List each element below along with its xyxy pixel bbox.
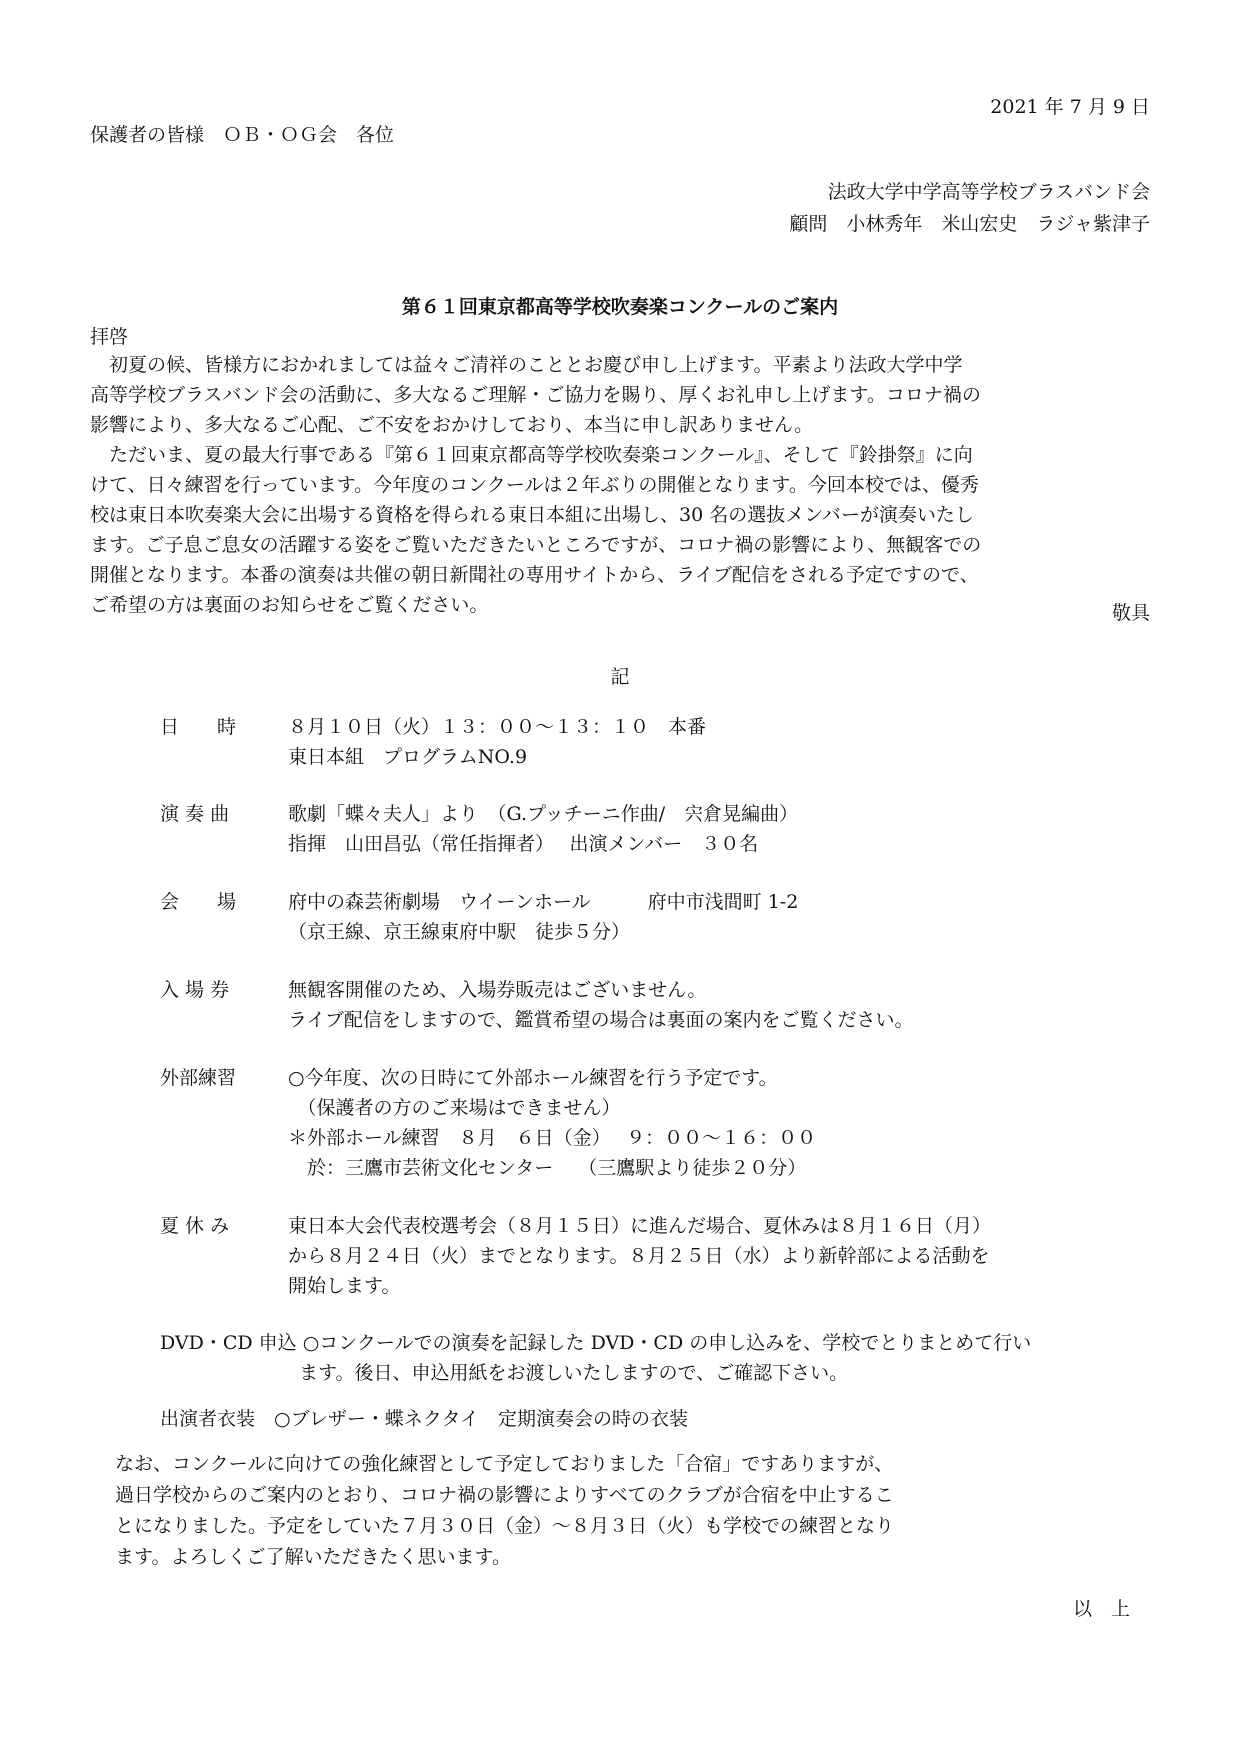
closing-line: なお、コンクールに向けての強化練習として予定しておりました「合宿」ですありますが、	[115, 1453, 894, 1475]
item-body	[288, 975, 1168, 1035]
closing-line: ます。よろしくご了解いただきたく思います。	[115, 1546, 511, 1568]
item-label: 外部練習	[160, 1067, 237, 1089]
item-line: DVD・CD 申込 ○コンクールでの演奏を記録した DVD・CD の申し込みを、学校でとりまとめて行い	[160, 1332, 1032, 1354]
item-label: 会 場	[160, 891, 237, 913]
item-line: ます。後日、申込用紙をお渡しいたしますので、ご確認下さい。	[160, 1362, 849, 1384]
body-line: 開催となります。本番の演奏は共催の朝日新聞社の専用サイトから、ライブ配信をされる予定ですので、	[90, 564, 979, 586]
sender-block	[789, 176, 1150, 240]
item-line: ○今年度、次の日時にて外部ホール練習を行う予定です。	[288, 1067, 778, 1089]
item-line: 於：三鷹市芸術文化センター （三鷹駅より徒歩２０分）	[288, 1157, 807, 1179]
item-line: 無観客開催のため、入場券販売はございません。	[288, 979, 707, 1001]
ki-heading: 記	[610, 666, 630, 688]
opening-salutation: 拝啓	[90, 326, 129, 348]
document-title: 第６１回東京都高等学校吹奏楽コンクールのご案内	[401, 296, 839, 318]
body-text	[90, 350, 1150, 620]
sender-advisors: 顧問 小林秀年 米山宏史 ラジャ紫津子	[789, 213, 1150, 235]
item-body	[288, 712, 1168, 772]
item-line: 東日本大会代表校選考会（８月１５日）に進んだ場合、夏休みは８月１６日（月）	[288, 1215, 992, 1237]
body-line: けて、日々練習を行っています。今年度のコンクールは２年ぶりの開催となります。今回本校では、優秀	[90, 474, 979, 496]
item-body	[160, 1328, 1160, 1388]
item-line: 出演者衣装 ○ブレザー・蝶ネクタイ 定期演奏会の時の衣装	[160, 1408, 689, 1430]
body-line: 高等学校ブラスバンド会の活動に、多大なるご理解・ご協力を賜り、厚くお礼申し上げます。コロナ禍の	[90, 384, 981, 406]
body-line: 初夏の候、皆様方におかれましては益々ご清祥のこととお慶び申し上げます。平素より法政大学中学	[90, 354, 963, 376]
sender-organization: 法政大学中学高等学校ブラスバンド会	[827, 181, 1150, 203]
closing-line: 過日学校からのご案内のとおり、コロナ禍の影響によりすべてのクラブが合宿を中止するこ	[115, 1484, 894, 1506]
item-line: 東日本組 プログラムNO.9	[288, 746, 528, 768]
item-line: 開始します。	[288, 1275, 401, 1297]
item-body	[288, 1063, 1168, 1183]
body-line: ただいま、夏の最大行事である『第６１回東京都高等学校吹奏楽コンクール』、そして『鈴掛祭』に向	[90, 444, 973, 466]
item-line: 指揮 山田昌弘（常任指揮者） 出演メンバー ３０名	[288, 833, 759, 855]
item-label: 夏 休 み	[160, 1215, 230, 1237]
body-line: ご希望の方は裏面のお知らせをご覧ください。	[90, 594, 489, 616]
closing-line: とになりました。予定をしていた７月３０日（金）～８月３日（火）も学校での練習となり	[115, 1515, 895, 1537]
item-label: 日 時	[160, 716, 237, 738]
item-label: 入 場 券	[160, 979, 230, 1001]
item-line: から８月２４日（火）までとなります。８月２５日（水）より新幹部による活動を	[288, 1245, 990, 1267]
item-line: 歌劇「蝶々夫人」より （G.プッチーニ作曲/ 宍倉晃編曲）	[288, 803, 799, 825]
item-line: （京王線、京王線東府中駅 徒歩５分）	[288, 921, 631, 943]
item-line: 府中の森芸術劇場 ウイーンホール 府中市浅間町 1-2	[288, 891, 799, 913]
closing-paragraph	[115, 1449, 1155, 1573]
item-body	[288, 799, 1168, 859]
end-mark: 以 上	[1072, 1598, 1130, 1620]
body-line: 校は東日本吹奏楽大会に出場する資格を得られる東日本組に出場し、30 名の選抜メンバーが演奏いたし	[90, 504, 974, 526]
item-line: ライブ配信をしますので、鑑賞希望の場合は裏面の案内をご覧ください。	[288, 1009, 914, 1031]
addressee: 保護者の皆様 ＯＢ・ＯＧ会 各位	[90, 124, 395, 146]
item-line: （保護者の方のご来場はできません）	[288, 1097, 621, 1119]
item-label: 演 奏 曲	[160, 803, 230, 825]
body-line: ます。ご子息ご息女の活躍する姿をご覧いただきたいところですが、コロナ禍の影響により、無観客での	[90, 534, 982, 556]
item-body	[288, 1211, 1168, 1301]
item-line: ＊外部ホール練習 ８月 ６日（金） ９：００～１６：００	[288, 1127, 817, 1149]
item-line: ８月１０日（火）１３：００～１３：１０ 本番	[288, 716, 707, 738]
closing-salutation: 敬具	[1111, 602, 1150, 624]
item-body	[288, 887, 1168, 947]
item-body	[160, 1404, 1160, 1434]
body-line: 影響により、多大なるご心配、ご不安をおかけしており、本当に申し訳ありません。	[90, 414, 814, 436]
document-date: 2021 年 7 月 9 日	[990, 96, 1150, 118]
